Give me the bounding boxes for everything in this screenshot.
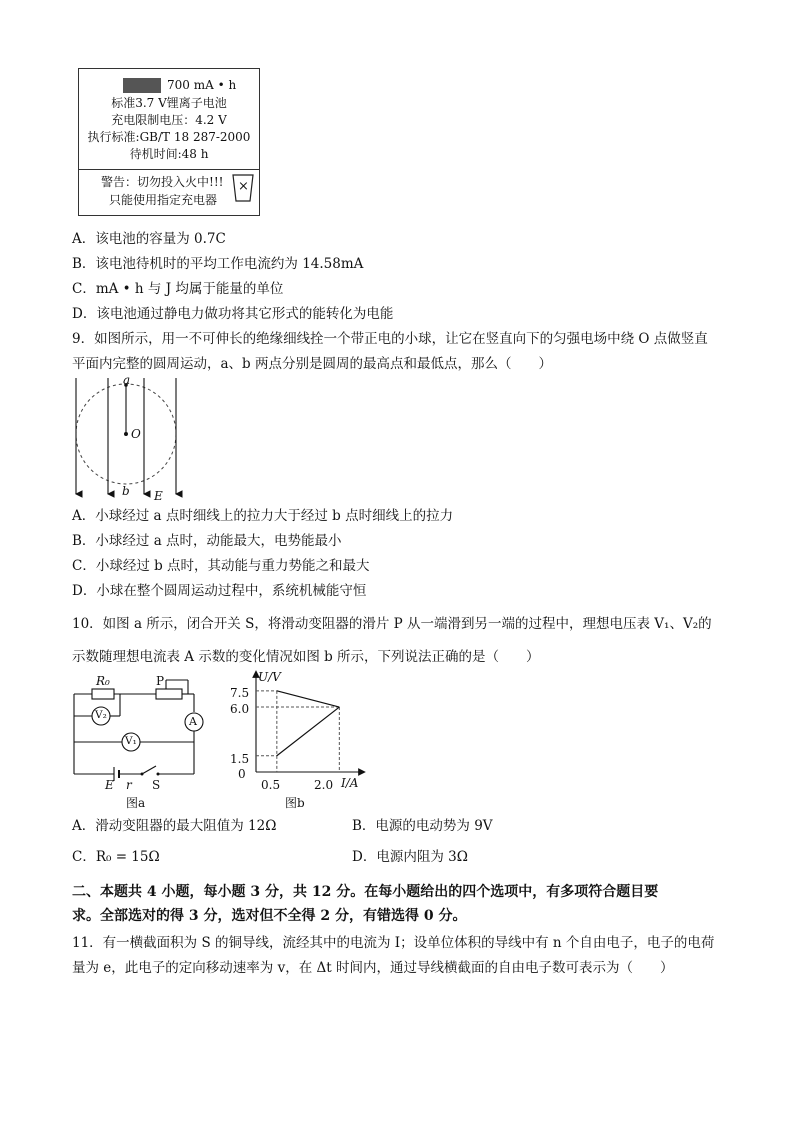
q9-option-c: C．小球经过 b 点时，其动能与重力势能之和最大 — [72, 558, 370, 574]
q11-stem-line1: 11．有一横截面积为 S 的铜导线，流经其中的电流为 I；设单位体积的导线中有 n 个自由电子，电子的电荷 — [72, 935, 715, 951]
graph-ytick-7.5: 7.5 — [230, 686, 250, 700]
circuit-label-v2: V₂ — [95, 709, 107, 721]
graph-ylabel: U/V — [258, 670, 281, 684]
series-line-2 — [277, 707, 340, 756]
circuit-label-p: P — [156, 674, 165, 688]
q9-label-e: E — [154, 489, 163, 503]
graph-ytick-6.0: 6.0 — [230, 702, 250, 716]
rheostat-p — [156, 689, 182, 699]
graph-xtick-0.5: 0.5 — [261, 778, 281, 792]
circuit-label-v1: V₁ — [125, 735, 137, 747]
circuit-label-a: A — [189, 715, 197, 728]
battery-standby: 待机时间:48 h — [129, 147, 209, 161]
circuit-label-e: E — [105, 778, 114, 792]
q10-circuit-diagram — [70, 676, 210, 786]
battery-label — [78, 68, 260, 216]
q10-option-a: A．滑动变阻器的最大阻值为 12Ω — [72, 818, 277, 834]
battery-capacity: 700 mA • h — [167, 78, 237, 92]
bin-icon-mark: × — [238, 179, 249, 194]
q10-stem-line2: 示数随理想电流表 A 示数的变化情况如图 b 所示，下列说法正确的是（ ） — [72, 649, 540, 665]
battery-divider — [79, 169, 259, 170]
q9-label-o: O — [131, 427, 141, 441]
circuit-label-r: r — [126, 778, 132, 792]
circuit-label-s: S — [152, 778, 161, 792]
battery-charger-note: 只能使用指定充电器 — [109, 193, 218, 207]
battery-logo-block — [123, 78, 161, 93]
q10-option-d: D．电源内阻为 3Ω — [352, 849, 468, 865]
q9-option-a: A．小球经过 a 点时细线上的拉力大于经过 b 点时细线上的拉力 — [72, 508, 454, 524]
battery-charge-limit: 充电限制电压：4.2 V — [111, 113, 227, 127]
q8-option-b: B．该电池待机时的平均工作电流约为 14.58mA — [72, 256, 364, 272]
q9-stem-line2: 平面内完整的圆周运动，a、b 两点分别是圆周的最高点和最低点，那么（ ） — [72, 356, 552, 372]
center-point — [124, 432, 128, 436]
battery-type: 标准3.7 V锂离子电池 — [111, 96, 227, 110]
series-line-1 — [277, 691, 340, 707]
battery-standard: 执行标准:GB/T 18 287-2000 — [87, 130, 251, 144]
graph-xtick-2.0: 2.0 — [314, 778, 334, 792]
battery-warning: 警告：切勿投入火中!!! — [101, 175, 224, 189]
q9-stem-line1: 9．如图所示，用一不可伸长的绝缘细线拴一个带正电的小球，让它在竖直向下的匀强电场中绕 O 点做竖直 — [72, 331, 708, 347]
graph-plot-area — [256, 674, 362, 772]
resistor-r0 — [92, 689, 114, 699]
section2-line1: 二、本题共 4 小题，每小题 3 分，共 12 分。在每小题给出的四个选项中，有多项符合题目要 — [72, 884, 659, 900]
q8-option-a: A．该电池的容量为 0.7C — [72, 231, 226, 247]
section2-line2: 求。全部选对的得 3 分，选对但不全得 2 分，有错选得 0 分。 — [72, 908, 467, 924]
q8-option-d: D．该电池通过静电力做功将其它形式的能转化为电能 — [72, 306, 394, 322]
q9-label-a: a — [123, 373, 131, 387]
graph-ytick-0: 0 — [238, 767, 246, 781]
circuit-caption: 图a — [126, 796, 146, 810]
q11-stem-line2: 量为 e，此电子的定向移动速率为 v，在 Δt 时间内，通过导线横截面的自由电子数可表示为（ ） — [72, 960, 674, 976]
graph-xlabel: I/A — [341, 776, 359, 790]
graph-ytick-1.5: 1.5 — [230, 752, 250, 766]
q10-option-c: C．R₀ = 15Ω — [72, 849, 160, 865]
q8-option-c: C．mA • h 与 J 均属于能量的单位 — [72, 281, 284, 297]
switch-s — [142, 766, 156, 774]
q10-option-b: B．电源的电动势为 9V — [352, 818, 493, 834]
q9-option-d: D．小球在整个圆周运动过程中，系统机械能守恒 — [72, 583, 367, 599]
graph-caption: 图b — [285, 796, 305, 810]
circuit-label-r0: R₀ — [96, 674, 110, 688]
q9-label-b: b — [122, 484, 130, 498]
q10-graph — [230, 670, 370, 790]
q10-stem-line1: 10．如图 a 所示，闭合开关 S，将滑动变阻器的滑片 P 从一端滑到另一端的过程中，理想电压表 V₁、V₂的 — [72, 616, 712, 632]
q9-option-b: B．小球经过 a 点时，动能最大，电势能最小 — [72, 533, 342, 549]
